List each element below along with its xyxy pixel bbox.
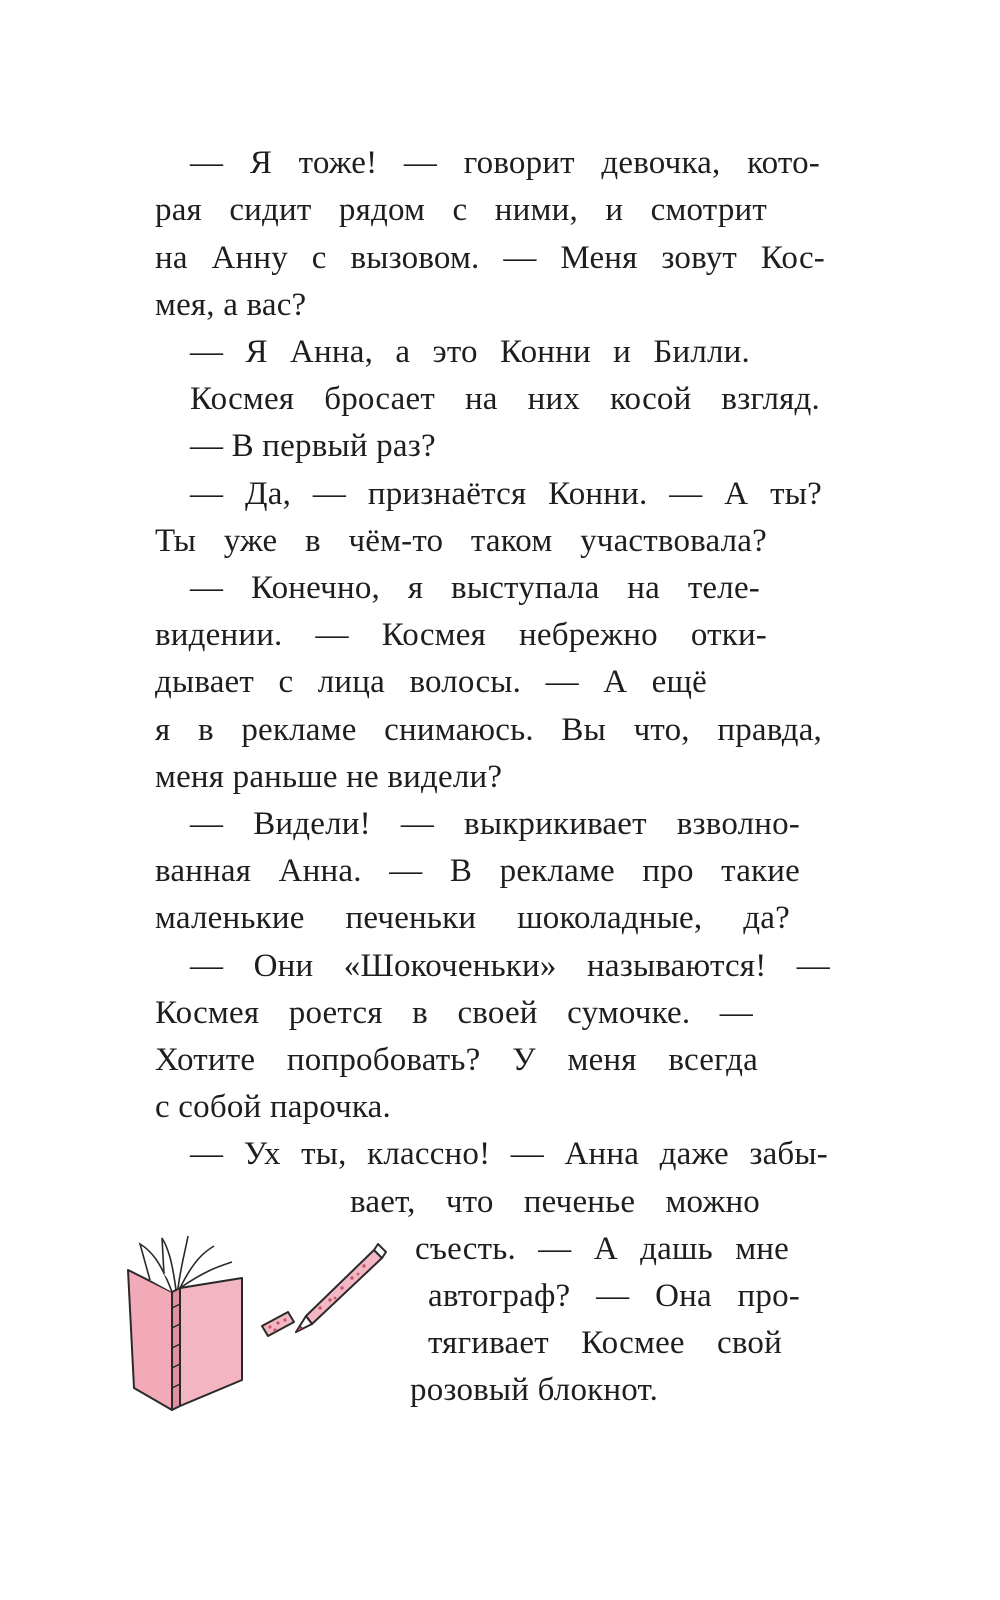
text-line: Космея роется в своей сумочке. — [155, 995, 753, 1031]
text-line: — Ух ты, классно! — Анна даже забы- [190, 1136, 828, 1172]
text-line: тягивает Космее свой [428, 1325, 782, 1361]
text-line: меня раньше не видели? [155, 759, 503, 795]
pink-glitter-pen-icon [262, 1244, 386, 1336]
text-line: автограф? — Она про- [428, 1278, 800, 1314]
text-line: Ты уже в чём-то таком участвовала? [155, 523, 767, 559]
notebook-and-pen-illustration [120, 1230, 410, 1440]
text-line: с собой парочка. [155, 1089, 391, 1125]
text-line: вает, что печенье можно [350, 1184, 760, 1220]
pink-notebook-icon [128, 1236, 242, 1410]
text-line: — Да, — признаётся Конни. — А ты? [190, 476, 822, 512]
text-line: видении. — Космея небрежно отки- [155, 617, 767, 653]
text-line: Хотите попробовать? У меня всегда [155, 1042, 758, 1078]
text-line: Космея бросает на них косой взгляд. [190, 381, 820, 417]
text-line: — Конечно, я выступала на теле- [190, 570, 760, 606]
text-line: — В первый раз? [190, 428, 436, 464]
text-line: рая сидит рядом с ними, и смотрит [155, 192, 767, 228]
text-line: ванная Анна. — В рекламе про такие [155, 853, 800, 889]
text-line: маленькие печеньки шоколадные, да? [155, 900, 790, 936]
text-line: розовый блокнот. [410, 1372, 659, 1408]
text-line: — Я тоже! — говорит девочка, кото- [190, 145, 820, 181]
text-line: на Анну с вызовом. — Меня зовут Кос- [155, 240, 825, 276]
text-line: — Я Анна, а это Конни и Билли. [190, 334, 750, 370]
text-line: дывает с лица волосы. — А ещё [155, 664, 707, 700]
text-line: съесть. — А дашь мне [415, 1231, 789, 1267]
text-line: я в рекламе снимаюсь. Вы что, правда, [155, 712, 822, 748]
text-line: — Видели! — выкрикивает взволно- [190, 806, 800, 842]
text-line: мея, а вас? [155, 287, 307, 323]
text-line: — Они «Шокоченьки» называются! — [190, 948, 830, 984]
